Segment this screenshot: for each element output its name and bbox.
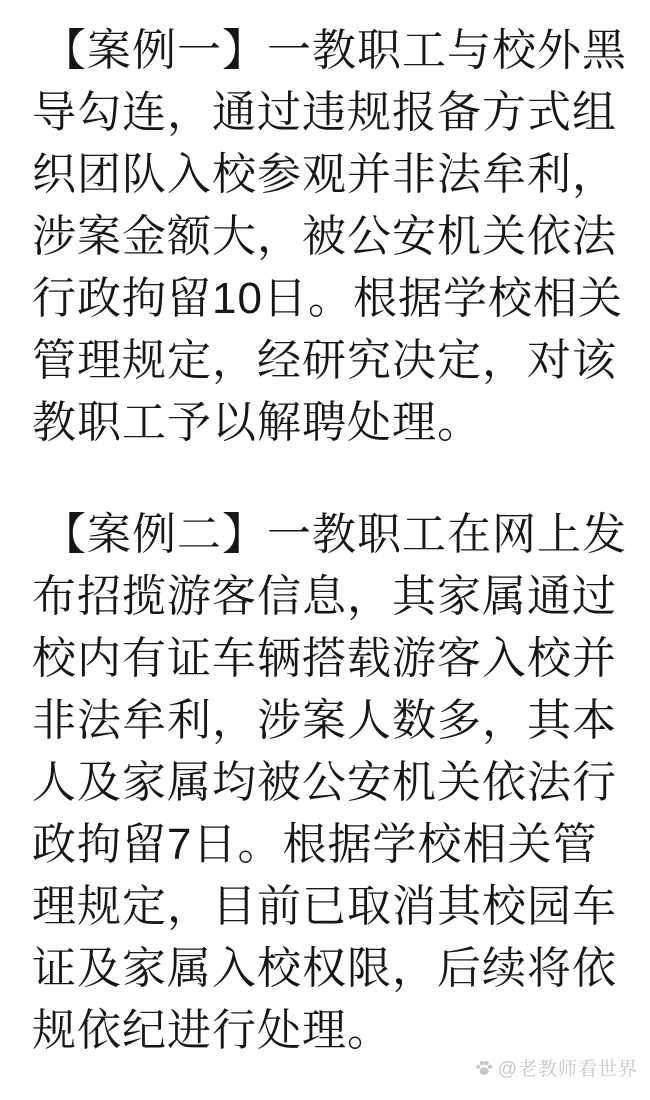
paw-logo-icon bbox=[474, 1058, 494, 1078]
text-line: 证及家属入校权限，后续将依 bbox=[32, 944, 617, 993]
text-line: 【案例一】一教职工与校外黑 bbox=[42, 26, 627, 75]
text-line: 规依纪进行处理。 bbox=[32, 1006, 392, 1055]
text-line: 织团队入校参观并非法牟利， bbox=[32, 150, 617, 199]
text-line: 教职工予以解聘处理。 bbox=[32, 398, 482, 447]
paragraph-case-1 bbox=[32, 20, 627, 454]
paragraph-case-2 bbox=[32, 504, 627, 1062]
text-line: 政拘留7日。根据学校相关管 bbox=[32, 820, 598, 869]
text-line: 非法牟利，涉案人数多，其本 bbox=[32, 696, 617, 745]
text-line: 涉案金额大，被公安机关依法 bbox=[32, 212, 617, 261]
text-line: 校内有证车辆搭载游客入校并 bbox=[32, 634, 617, 683]
text-line: 管理规定，经研究决定，对该 bbox=[32, 336, 617, 385]
text-line: 布招揽游客信息，其家属通过 bbox=[32, 572, 617, 621]
watermark-text: @老教师看世界 bbox=[497, 1059, 638, 1080]
watermark bbox=[474, 1054, 638, 1081]
text-line: 导勾连，通过违规报备方式组 bbox=[32, 88, 617, 137]
text-line: 【案例二】一教职工在网上发 bbox=[42, 510, 627, 559]
text-line: 行政拘留10日。根据学校相关 bbox=[32, 274, 623, 323]
text-line: 人及家属均被公安机关依法行 bbox=[32, 758, 617, 807]
text-line: 理规定，目前已取消其校园车 bbox=[32, 882, 617, 931]
